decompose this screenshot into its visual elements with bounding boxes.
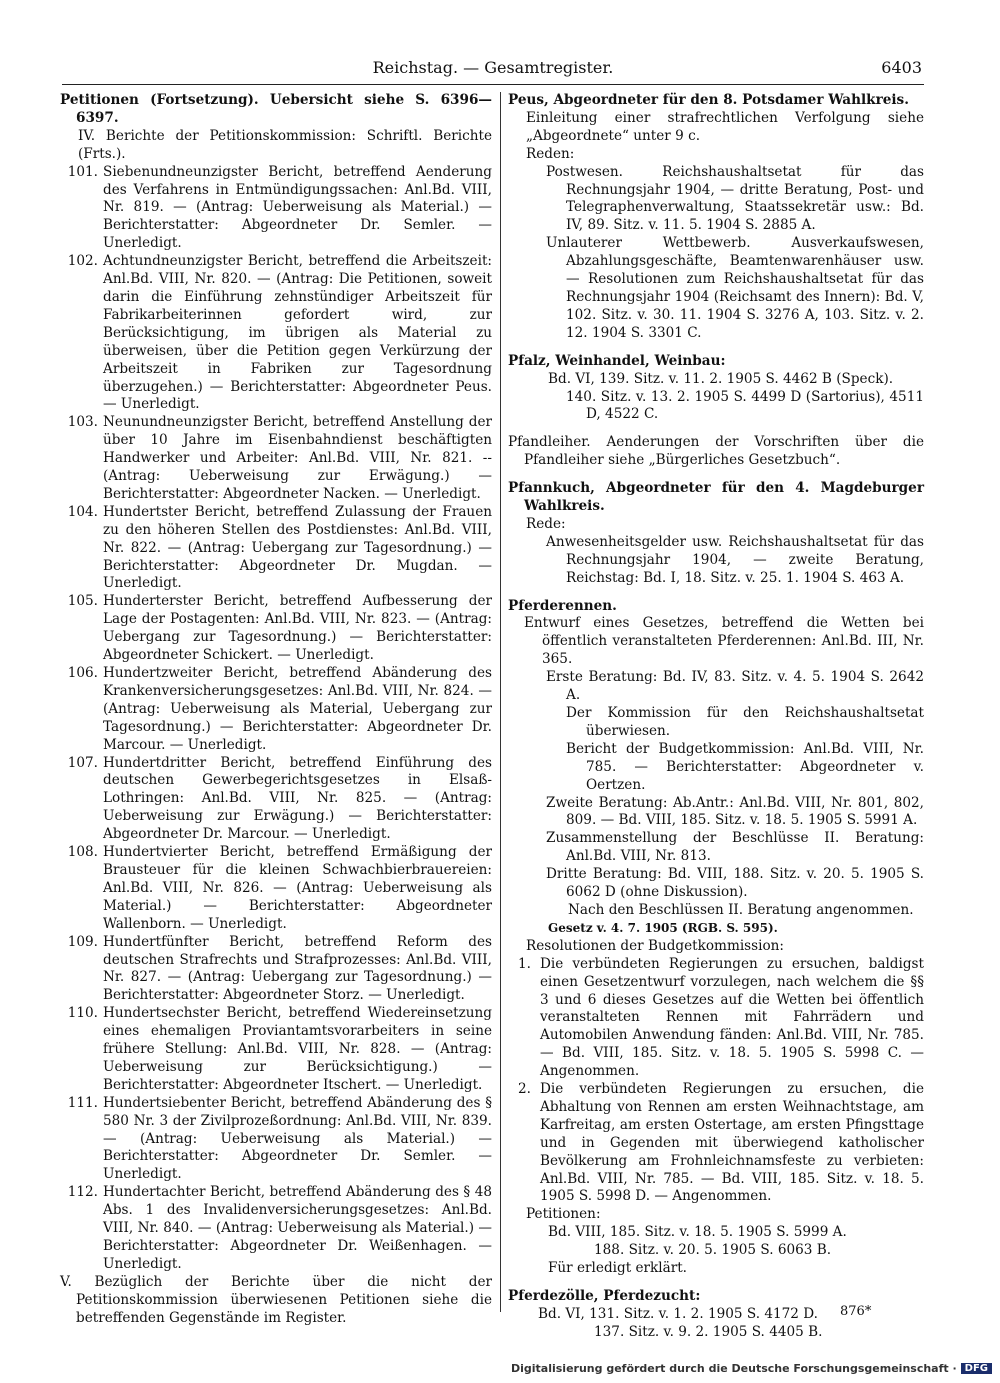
report-list bbox=[60, 164, 492, 1274]
dfg-logo: DFG bbox=[961, 1363, 992, 1374]
report-number: 106. bbox=[67, 665, 98, 681]
resolutionen-list bbox=[508, 956, 924, 1207]
rede-label: Rede: bbox=[526, 515, 566, 532]
report-number: 104. bbox=[67, 503, 98, 520]
pferderennen-entwurf: Entwurf eines Gesetzes, betreffend die Wetten bei öffentlich veranstalteten Pferderennen: Anl.Bd. III, Nr. 365. bbox=[524, 615, 924, 668]
resolutionen-label: Resolutionen der Budgetkommission: bbox=[526, 937, 785, 954]
report-item bbox=[60, 504, 492, 594]
report-item bbox=[60, 934, 492, 1006]
petitionen-heading: Petitionen (Fortsetzung). Uebersicht siehe S. 6396—6397. bbox=[60, 92, 492, 126]
resolution-number: 1. bbox=[518, 955, 531, 972]
report-number: 107. bbox=[67, 754, 98, 771]
pferderennen-nach: Nach den Beschlüssen II. Beratung angenommen. bbox=[568, 901, 914, 918]
report-item bbox=[60, 1184, 492, 1274]
footer-text: Digitalisierung gefördert durch die Deutsche Forschungsgemeinschaft · bbox=[510, 1362, 957, 1375]
report-item bbox=[60, 665, 492, 755]
report-text: Siebenundneunzigster Bericht, betreffend Aenderung des Verfahrens in Entmündigungssachen: Anl.Bd. VIII, Nr. 819. — (Antrag: Ueberweisung als Material.) — Berichterstatter: Abgeordneter Dr. Semler. — Unerledigt. bbox=[103, 163, 492, 252]
pferderennen-dritte: Dritte Beratung: Bd. VIII, 188. Sitz. v. 20. 5. 1905 S. 6062 D (ohne Diskussion). bbox=[546, 866, 924, 901]
pferderennen-gesetz: Gesetz v. 4. 7. 1905 (RGB. S. 595). bbox=[548, 920, 778, 935]
resolution-number: 2. bbox=[518, 1081, 531, 1098]
page-header bbox=[62, 58, 924, 85]
report-text: Hundertzweiter Bericht, betreffend Abänderung des Krankenversicherungsgesetzes: Anl.Bd. VIII, Nr. 824. — (Antrag: Ueberweisung als Material, Uebergang zur Tagesordnung.) — Berichterstatter: Abgeordneter Dr. Marcour. — Unerledigt. bbox=[103, 665, 492, 753]
reden-label: Reden: bbox=[526, 145, 575, 162]
pferderennen-zusammenstellung: Zusammenstellung der Beschlüsse II. Beratung: Anl.Bd. VIII, Nr. 813. bbox=[546, 830, 924, 865]
running-title: Reichstag. — Gesamtregister. bbox=[372, 58, 614, 77]
report-item bbox=[60, 253, 492, 414]
report-text: Hunderterster Bericht, betreffend Aufbesserung der Lage der Postagenten: Anl.Bd. VIII, Nr. 823. — (Antrag: Uebergang zur Tagesordnung.) — Berichterstatter: Abgeordneter Schickert. — Unerledigt. bbox=[103, 593, 492, 664]
petitionen-label: Petitionen: bbox=[526, 1206, 601, 1223]
report-number: 103. bbox=[67, 414, 98, 431]
report-item bbox=[60, 755, 492, 845]
pfannkuch-heading: Pfannkuch, Abgeordneter für den 4. Magdeburger Wahlkreis. bbox=[508, 480, 924, 515]
peus-einleitung: Einleitung einer strafrechtlichen Verfolgung siehe „Abgeordnete“ unter 9 c. bbox=[526, 109, 924, 144]
section-iv-heading: IV. Berichte der Petitionskommission: Schriftl. Berichte (Frts.). bbox=[78, 127, 492, 162]
report-text: Achtundneunzigster Bericht, betreffend die Arbeitszeit: Anl.Bd. VIII, Nr. 820. — (Antrag: Die Petitionen, soweit darin die Einführung zehnstündiger Arbeitszeit für Fabrikarbeiterinnen gefordert wird, zur Berücksichtigung, im übrigen als Material zu überweisen, über die Petition gegen Verkürzung der Arbeitszeit in Fabriken zur Tagesordnung überzugehen.) — Berichterstatter: Abgeordneter Peus. — Unerledigt. bbox=[103, 253, 492, 413]
report-number: 108. bbox=[67, 844, 98, 861]
pferdezoelle-heading: Pferdezölle, Pferdezucht: bbox=[508, 1288, 701, 1304]
report-number: 101. bbox=[67, 163, 98, 180]
column-divider bbox=[500, 92, 501, 1312]
resolution-text: Die verbündeten Regierungen zu ersuchen, baldigst einen Gesetzentwurf vorzulegen, nach welchem die §§ 3 und 6 dieses Gesetzes auf die Wetten bei öffentlich veranstalteten Rennen mit Fahrrädern und Automobilen Anwendung fänden: Anl.Bd. VIII, Nr. 785. — Bd. VIII, 185. Sitz. v. 18. 5. 1905 S. 5998 C. — Angenommen. bbox=[540, 955, 924, 1080]
report-item bbox=[60, 1005, 492, 1095]
resolution-item bbox=[508, 956, 924, 1081]
pfalz-line-2: 140. Sitz. v. 13. 2. 1905 S. 4499 D (Sartorius), 4511 D, 4522 C. bbox=[566, 388, 924, 423]
petitionen-line-1: Bd. VIII, 185. Sitz. v. 18. 5. 1905 S. 5999 A. bbox=[548, 1224, 847, 1241]
resolution-text: Die verbündeten Regierungen zu ersuchen, die Abhaltung von Rennen am ersten Weihnachtstage, am Karfreitag, am ersten Ostertage, am ersten Pfingsttage und in Gegenden mit überwiegend katholischer Bevölkerung am Frohnleichnamsfeste zu verbieten: Anl.Bd. VIII, Nr. 785. — Bd. VIII, 185. Sitz. v. 18. 5. 1905 S. 5998 D. — Angenommen. bbox=[540, 1081, 924, 1205]
pfannkuch-rede: Anwesenheitsgelder usw. Reichshaushaltsetat für das Rechnungsjahr 1904, — zweite Beratung, Reichstag: Bd. I, 18. Sitz. v. 25. 1. 1904 S. 463 A. bbox=[546, 533, 924, 586]
pferderennen-zweite: Zweite Beratung: Ab.Antr.: Anl.Bd. VIII, Nr. 801, 802, 809. — Bd. VIII, 185. Sitz. v. 18. 5. 1905 S. 5991 A. bbox=[546, 794, 924, 829]
report-text: Hundertster Bericht, betreffend Zulassung der Frauen zu den höheren Stellen des Postdienstes: Anl.Bd. VIII, Nr. 822. — (Antrag: Uebergang zur Tagesordnung.) — Berichterstatter: Abgeordneter Dr. Mugdan. — Unerledigt. bbox=[103, 503, 492, 592]
pfalz-heading: Pfalz, Weinhandel, Weinbau: bbox=[508, 352, 726, 369]
section-v: V. Bezüglich der Berichte über die nicht der Petitionskommission überwiesenen Petitionen siehe die betreffenden Gegenstände im Register. bbox=[60, 1273, 492, 1326]
left-column bbox=[60, 92, 492, 1328]
peus-rede-wettbewerb: Unlauterer Wettbewerb. Ausverkaufswesen, Abzahlungsgeschäfte, Beamtenwarenhäuser usw. — Resolutionen zum Reichshaushaltsetat für das Rechnungsjahr 1904 (Reichsamt des Innern): Bd. V, 102. Sitz. v. 30. 11. 1904 S. 3276 A, 103. Sitz. v. 2. 12. 1904 S. 3301 C. bbox=[546, 235, 924, 341]
peus-rede-postwesen: Postwesen. Reichshaushaltsetat für das Rechnungsjahr 1904, — dritte Beratung, Post- und Telegraphenverwaltung, Staatssekretär usw.: Bd. IV, 89. Sitz. v. 11. 5. 1904 S. 2885 A. bbox=[546, 163, 924, 234]
pferderennen-erste: Erste Beratung: Bd. IV, 83. Sitz. v. 4. 5. 1904 S. 2642 A. bbox=[546, 669, 924, 704]
report-item bbox=[60, 1095, 492, 1185]
pferderennen-heading: Pferderennen. bbox=[508, 597, 617, 614]
footer-credit bbox=[511, 1362, 992, 1375]
report-item bbox=[60, 593, 492, 665]
report-number: 105. bbox=[67, 593, 98, 610]
petitionen-line-2: 188. Sitz. v. 20. 5. 1905 S. 6063 B. bbox=[594, 1242, 832, 1259]
resolution-item bbox=[508, 1081, 924, 1206]
report-text: Hundertsiebenter Bericht, betreffend Abänderung des § 580 Nr. 3 der Zivilprozeßordnung: Anl.Bd. VIII, Nr. 839. — (Antrag: Ueberweisung als Material.) — Berichterstatter: Abgeordneter Dr. Semler. — Unerledigt. bbox=[103, 1094, 492, 1183]
pfalz-line-1: Bd. VI, 139. Sitz. v. 11. 2. 1905 S. 4462 B (Speck). bbox=[548, 370, 894, 387]
report-number: 112. bbox=[67, 1184, 98, 1201]
signature-mark: 876* bbox=[840, 1304, 872, 1319]
pfandleiher-entry: Pfandleiher. Aenderungen der Vorschriften über die Pfandleiher siehe „Bürgerliches Gesetzbuch“. bbox=[508, 434, 924, 469]
report-number: 109. bbox=[67, 933, 98, 950]
peus-heading: Peus, Abgeordneter für den 8. Potsdamer Wahlkreis. bbox=[508, 92, 909, 108]
pferderennen-kommission: Der Kommission für den Reichshaushaltsetat überwiesen. bbox=[566, 705, 924, 739]
petitionen-erledigt: Für erledigt erklärt. bbox=[548, 1260, 687, 1277]
pferderennen-bericht: Bericht der Budgetkommission: Anl.Bd. VIII, Nr. 785. — Berichterstatter: Abgeordneter v. Oertzen. bbox=[566, 740, 924, 793]
report-text: Hundertachter Bericht, betreffend Abänderung des § 48 Abs. 1 des Invalidenversicherungsgesetzes: Anl.Bd. VIII, Nr. 840. — (Antrag: Ueberweisung als Material.) — Berichterstatter: Abgeordneter Dr. Weißenhagen. — Unerledigt. bbox=[103, 1184, 492, 1272]
pferdezoelle-line-2: 137. Sitz. v. 9. 2. 1905 S. 4405 B. bbox=[594, 1323, 823, 1340]
pferdezoelle-line-1: Bd. VI, 131. Sitz. v. 1. 2. 1905 S. 4172 D. bbox=[538, 1305, 819, 1322]
page-number: 6403 bbox=[881, 58, 922, 77]
report-number: 102. bbox=[67, 253, 98, 270]
report-text: Neunundneunzigster Bericht, betreffend Anstellung der über 10 Jahre im Eisenbahndienst beschäftigten Handwerker und Arbeiter: Anl.Bd. VIII, Nr. 821. -- (Antrag: Ueberweisung zur Erwägung.) — Berichterstatter: Abgeordneter Nacken. — Unerledigt. bbox=[103, 414, 492, 502]
report-item bbox=[60, 164, 492, 254]
report-text: Hundertfünfter Bericht, betreffend Reform des deutschen Strafrechts und Strafprozesses: Anl.Bd. VIII, Nr. 827. — (Antrag: Uebergang zur Tagesordnung.) — Berichterstatter: Abgeordneter Storz. — Unerledigt. bbox=[103, 933, 492, 1004]
report-item bbox=[60, 414, 492, 504]
report-number: 110. bbox=[67, 1005, 98, 1022]
report-item bbox=[60, 844, 492, 934]
report-number: 111. bbox=[67, 1094, 98, 1111]
report-text: Hundertdritter Bericht, betreffend Einführung des deutschen Gewerbegerichtsgesetzes in Elsaß-Lothringen: Anl.Bd. VIII, Nr. 825. — (Antrag: Ueberweisung zur Erwägung.) — Berichterstatter: Abgeordneter Dr. Marcour. — Unerledigt. bbox=[103, 754, 492, 843]
report-text: Hundertvierter Bericht, betreffend Ermäßigung der Brausteuer für die kleinen Schwachbierbrauereien: Anl.Bd. VIII, Nr. 826. — (Antrag: Ueberweisung als Material.) — Berichterstatter: Abgeordneter Wallenborn. — Unerledigt. bbox=[103, 844, 492, 932]
right-column bbox=[508, 92, 924, 1342]
report-text: Hundertsechster Bericht, betreffend Wiedereinsetzung eines ehemaligen Proviantamtsvorarbeiters in seine frühere Stellung: Anl.Bd. VIII, Nr. 828. — (Antrag: Ueberweisung zur Berücksichtigung.) — Berichterstatter: Abgeordneter Itschert. — Unerledigt. bbox=[103, 1005, 492, 1093]
